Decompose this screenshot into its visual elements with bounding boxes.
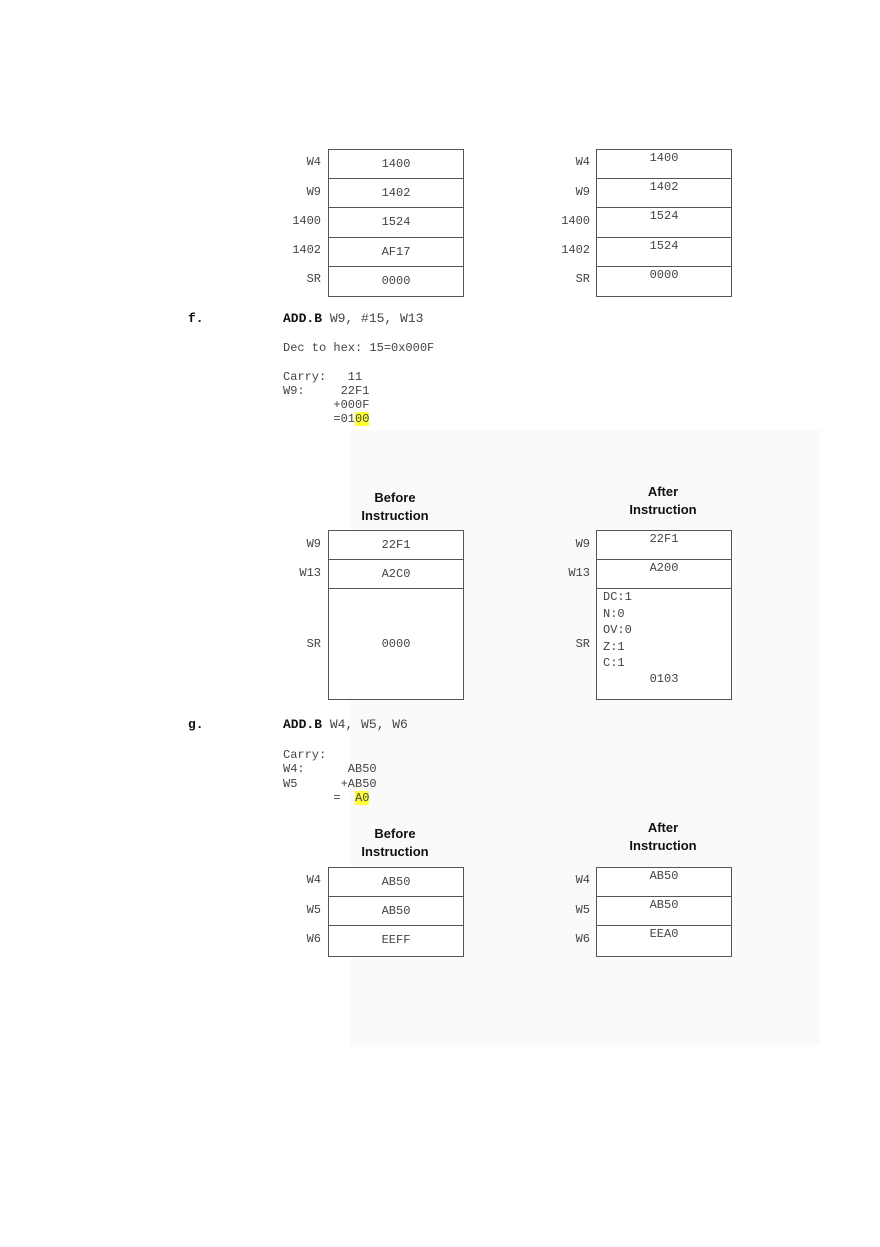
reg-value: 0000 [381, 273, 411, 288]
reg-label: SR [306, 637, 321, 651]
calc-line: +000F [283, 398, 370, 412]
reg-label: SR [306, 272, 321, 286]
reg-value: 1402 [597, 179, 731, 208]
reg-value: EEA0 [649, 927, 679, 942]
reg-value: AB50 [329, 897, 463, 926]
before-heading [325, 825, 465, 861]
sr-flag: DC:1 [603, 590, 632, 605]
after-heading [593, 819, 733, 855]
reg-label: W6 [306, 932, 321, 946]
reg-value: 1524 [597, 238, 731, 267]
reg-value: A2C0 [329, 560, 463, 589]
reg-value: AF17 [329, 238, 463, 267]
reg-value: 22F1 [597, 531, 731, 560]
reg-label: SR [575, 637, 590, 651]
reg-label: SR [575, 272, 590, 286]
reg-value: 1400 [597, 150, 731, 179]
reg-label: 1400 [292, 214, 321, 228]
instruction-line [283, 717, 408, 732]
reg-label: W4 [575, 155, 590, 169]
after-heading [593, 483, 733, 519]
calc-result-highlight: A0 [355, 791, 370, 805]
register-table [328, 530, 464, 700]
calc-result-prefix: =01 [283, 412, 356, 426]
heading-line: Instruction [629, 838, 697, 853]
sr-cell [597, 589, 731, 699]
reg-value: EEFF [381, 933, 411, 948]
register-table [328, 867, 464, 957]
heading-line: After [647, 484, 679, 499]
instruction-line [283, 311, 423, 326]
instruction-operands: W4, W5, W6 [322, 717, 408, 732]
reg-label: W9 [575, 185, 590, 199]
item-letter: g. [188, 717, 204, 732]
reg-label: W13 [568, 566, 590, 580]
reg-value: 1402 [329, 179, 463, 208]
instruction-operands: W9, #15, W13 [322, 311, 424, 326]
item-letter: f. [188, 311, 204, 326]
heading-line: Before [374, 490, 416, 505]
reg-label: 1402 [561, 243, 590, 257]
register-table [328, 149, 464, 297]
heading-line: After [647, 820, 679, 835]
reg-label: W5 [306, 903, 321, 917]
reg-value: 1400 [329, 150, 463, 179]
calc-line: W4: AB50 [283, 762, 377, 776]
calc-result [283, 791, 369, 805]
before-heading [325, 489, 465, 525]
reg-label: W13 [299, 566, 321, 580]
reg-label: 1400 [561, 214, 590, 228]
sr-flag: Z:1 [603, 639, 625, 654]
reg-value: AB50 [597, 868, 731, 897]
reg-label: W4 [306, 873, 321, 887]
reg-value: A200 [597, 560, 731, 589]
sr-flag: OV:0 [603, 623, 632, 638]
reg-value: 22F1 [329, 531, 463, 560]
calc-line: W5 +AB50 [283, 777, 377, 791]
reg-label: W5 [575, 903, 590, 917]
reg-value: AB50 [597, 897, 731, 926]
reg-value: 0000 [649, 267, 679, 282]
heading-line: Before [374, 826, 416, 841]
heading-line: Instruction [361, 508, 429, 523]
register-table [596, 867, 732, 957]
reg-value: 0000 [381, 637, 411, 652]
register-table [596, 530, 732, 700]
calc-result-prefix: = [283, 791, 356, 805]
heading-line: Instruction [629, 502, 697, 517]
reg-label: W9 [575, 537, 590, 551]
register-table [596, 149, 732, 297]
calc-result [283, 412, 369, 426]
reg-value: 1524 [329, 208, 463, 237]
reg-label: W6 [575, 932, 590, 946]
reg-value: 1524 [597, 208, 731, 237]
carry-line: Carry: 11 [283, 370, 363, 384]
reg-label: W4 [575, 873, 590, 887]
sr-value: 0103 [649, 672, 679, 687]
reg-label: W4 [306, 155, 321, 169]
reg-label: 1402 [292, 243, 321, 257]
sr-flag: C:1 [603, 656, 625, 670]
heading-line: Instruction [361, 844, 429, 859]
reg-label: W9 [306, 185, 321, 199]
instruction-mnemonic: ADD.B [283, 717, 323, 732]
calc-result-highlight: 00 [355, 412, 370, 426]
dec-to-hex: Dec to hex: 15=0x000F [283, 341, 435, 355]
reg-value: AB50 [329, 868, 463, 897]
calc-line: W9: 22F1 [283, 384, 370, 398]
instruction-mnemonic: ADD.B [283, 311, 323, 326]
reg-label: W9 [306, 537, 321, 551]
carry-line: Carry: [283, 748, 327, 762]
sr-flag: N:0 [603, 606, 625, 621]
